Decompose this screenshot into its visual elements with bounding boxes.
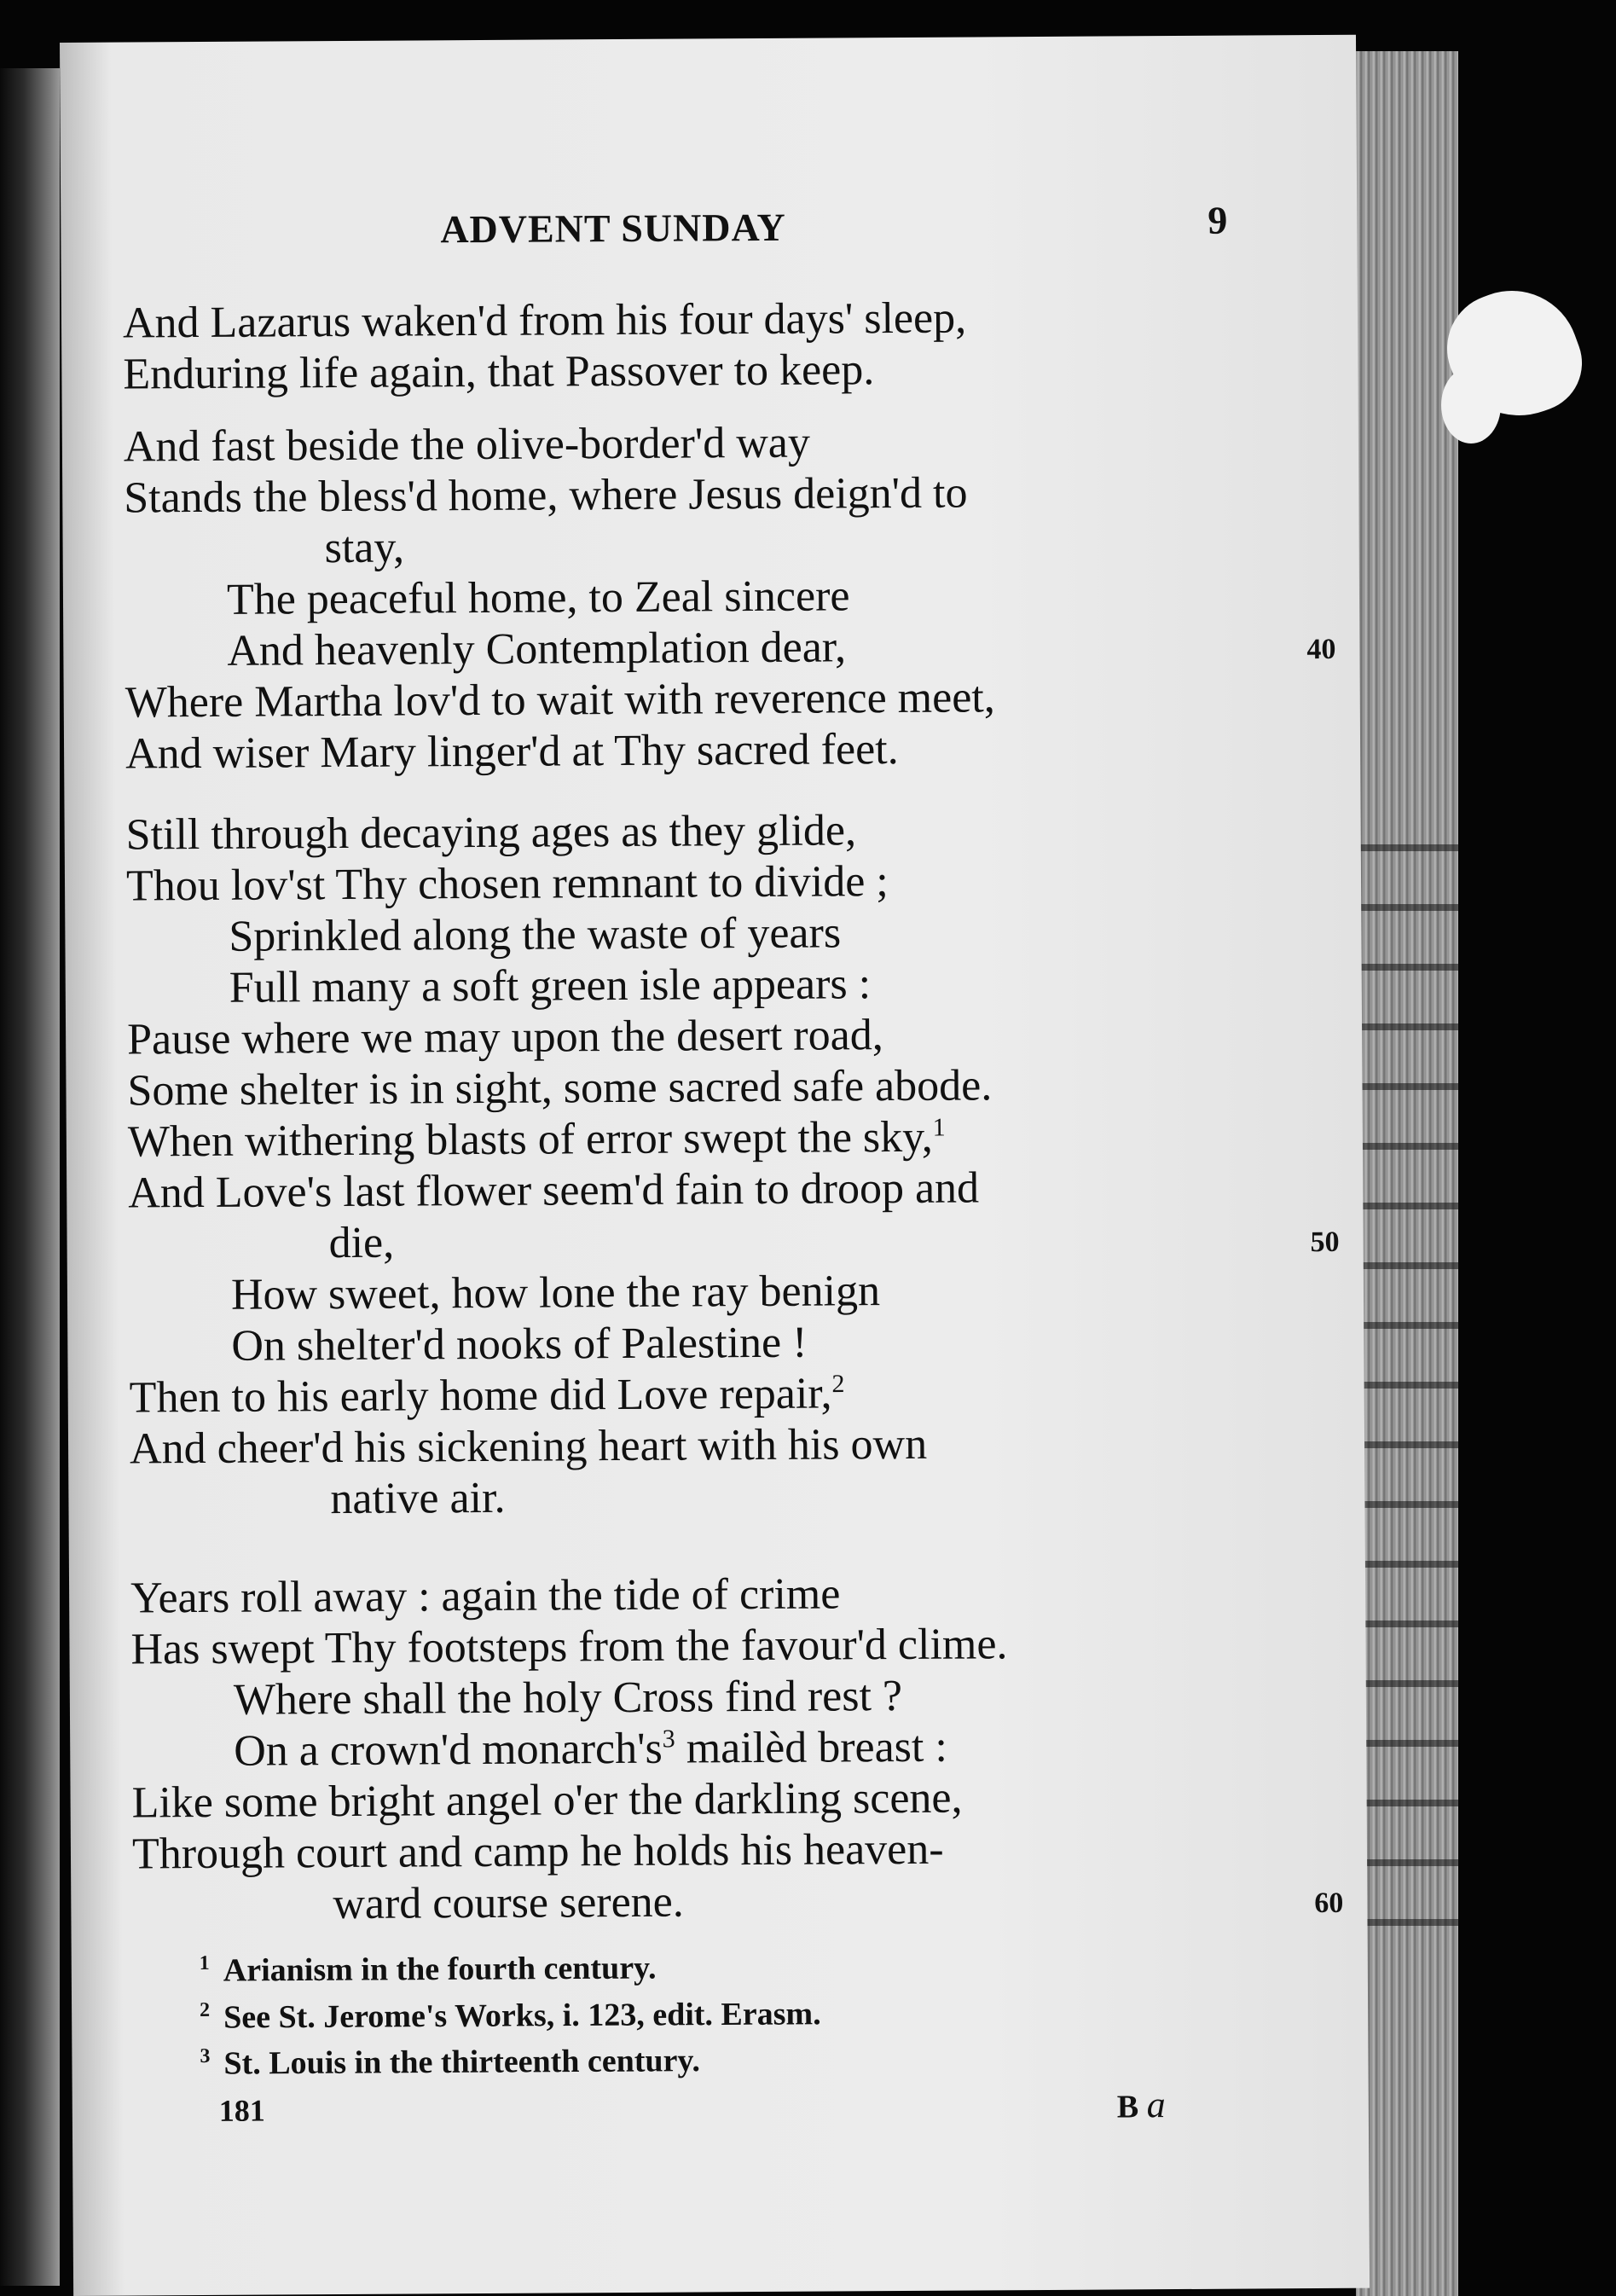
edge-marks bbox=[1356, 819, 1458, 1928]
footnote bbox=[200, 1984, 1223, 2037]
running-header: ADVENT SUNDAY bbox=[440, 205, 786, 252]
line-text: Stands the bless'd home, where Jesus deign'd to bbox=[124, 468, 968, 523]
poem-line bbox=[127, 1058, 1338, 1117]
printer-number: 181 bbox=[218, 2093, 265, 2128]
poem-line bbox=[127, 956, 1338, 1015]
line-text: Then to his early home did Love repair, bbox=[129, 1369, 832, 1423]
line-text: Still through decaying ages as they glide, bbox=[125, 806, 857, 860]
line-text: Sprinkled along the waste of years bbox=[229, 908, 842, 961]
footnote-text: St. Louis in the thirteenth century. bbox=[223, 2043, 701, 2082]
footnote-text: Arianism in the fourth century. bbox=[223, 1950, 657, 1989]
line-text: On a crown'd monarch's bbox=[234, 1724, 663, 1776]
line-text: And wiser Mary linger'd at Thy sacred feet. bbox=[125, 725, 899, 779]
line-text: native air. bbox=[330, 1473, 506, 1524]
poem-line bbox=[125, 568, 1335, 627]
stanza bbox=[128, 1110, 1341, 1527]
book-page bbox=[60, 35, 1370, 2296]
poem-line bbox=[131, 1719, 1342, 1778]
signature-letter: B bbox=[1116, 2089, 1139, 2125]
line-text: The peaceful home, to Zeal sincere bbox=[226, 571, 850, 624]
poem-line bbox=[124, 466, 1335, 525]
line-text: On shelter'd nooks of Palestine ! bbox=[231, 1318, 808, 1371]
footnote-ref: 1 bbox=[932, 1113, 946, 1142]
line-text: Like some bright angel o'er the darkling scene, bbox=[131, 1773, 963, 1828]
footnotes bbox=[200, 1938, 1224, 2084]
poem-line bbox=[123, 342, 1334, 401]
page-stack-edge bbox=[1356, 51, 1458, 2296]
poem-line bbox=[124, 517, 1335, 576]
poem-line bbox=[128, 1161, 1339, 1220]
poem-line bbox=[126, 905, 1337, 964]
footnote-mark: 2 bbox=[200, 1998, 211, 2021]
signature-mark bbox=[1117, 2083, 1166, 2126]
poem-line bbox=[130, 1365, 1341, 1424]
line-number: 60 bbox=[1314, 1887, 1344, 1920]
line-text: Some shelter is in sight, some sacred safe abode. bbox=[127, 1061, 993, 1116]
poem-line bbox=[131, 1771, 1342, 1829]
poem-line bbox=[131, 1668, 1342, 1727]
poem-line bbox=[130, 1566, 1341, 1625]
poem-line bbox=[125, 619, 1335, 678]
line-text: And Love's last flower seem'd fain to droop and bbox=[128, 1163, 980, 1218]
line-text: ward course serene. bbox=[333, 1877, 684, 1929]
poem-line bbox=[128, 1212, 1339, 1271]
paper-tear-tail bbox=[1441, 367, 1501, 444]
poem-line bbox=[125, 670, 1336, 729]
line-text: stay, bbox=[324, 523, 405, 573]
line-number: 50 bbox=[1310, 1226, 1340, 1259]
line-text: Thou lov'st Thy chosen remnant to divide ; bbox=[125, 857, 889, 911]
footnote bbox=[200, 1938, 1223, 1991]
poem-line bbox=[123, 291, 1334, 350]
poem-line bbox=[129, 1263, 1340, 1322]
poem-line bbox=[125, 803, 1336, 861]
poem-line bbox=[130, 1468, 1341, 1527]
line-text: Where shall the holy Cross find rest ? bbox=[233, 1672, 903, 1725]
line-text: Enduring life again, that Passover to keep. bbox=[123, 345, 875, 399]
poem-line bbox=[124, 415, 1335, 473]
poem-line bbox=[127, 1007, 1338, 1066]
line-text: And cheer'd his sickening heart with his own bbox=[129, 1419, 928, 1474]
signature-italic: a bbox=[1146, 2084, 1166, 2126]
page-number: 9 bbox=[1208, 198, 1228, 242]
line-text: Where Martha lov'd to wait with reverence meet, bbox=[125, 673, 995, 728]
poem-line bbox=[132, 1822, 1343, 1881]
poem-line bbox=[126, 854, 1337, 913]
facing-page-edge bbox=[0, 68, 60, 2286]
line-text-continued: mailèd breast : bbox=[675, 1722, 947, 1773]
line-text: Years roll away : again the tide of crime bbox=[130, 1569, 841, 1623]
footnote-mark: 3 bbox=[200, 2045, 211, 2068]
line-text: And fast beside the olive-border'd way bbox=[123, 418, 811, 472]
stanza bbox=[130, 1566, 1344, 1932]
line-text: And heavenly Contemplation dear, bbox=[227, 623, 847, 675]
poem-line bbox=[132, 1873, 1343, 1932]
line-text: Has swept Thy footsteps from the favour'd clime. bbox=[130, 1620, 1008, 1674]
stanza bbox=[125, 803, 1338, 1117]
footnote bbox=[200, 2031, 1223, 2084]
line-number: 40 bbox=[1306, 633, 1336, 666]
poem-line bbox=[130, 1417, 1341, 1476]
poem-line bbox=[128, 1110, 1339, 1168]
footnote-ref: 3 bbox=[662, 1725, 675, 1754]
poem-line bbox=[130, 1617, 1341, 1676]
footnote-ref: 2 bbox=[831, 1370, 845, 1399]
line-text: How sweet, how lone the ray benign bbox=[230, 1267, 881, 1319]
line-text: Through court and camp he holds his heaven- bbox=[131, 1824, 944, 1879]
line-text: Pause where we may upon the desert road, bbox=[126, 1011, 883, 1064]
footnote-text: See St. Jerome's Works, i. 123, edit. Erasm. bbox=[223, 1995, 821, 2036]
line-text: Full many a soft green isle appears : bbox=[229, 960, 872, 1012]
line-text: When withering blasts of error swept the sky, bbox=[127, 1112, 933, 1167]
line-text: And Lazarus waken'd from his four days' sleep, bbox=[122, 293, 967, 348]
stanza bbox=[123, 291, 1335, 401]
line-text: die, bbox=[328, 1218, 395, 1268]
poem-line bbox=[129, 1314, 1340, 1373]
footnote-mark: 1 bbox=[199, 1951, 210, 1975]
poem-line bbox=[125, 722, 1336, 780]
stanza bbox=[124, 415, 1337, 780]
